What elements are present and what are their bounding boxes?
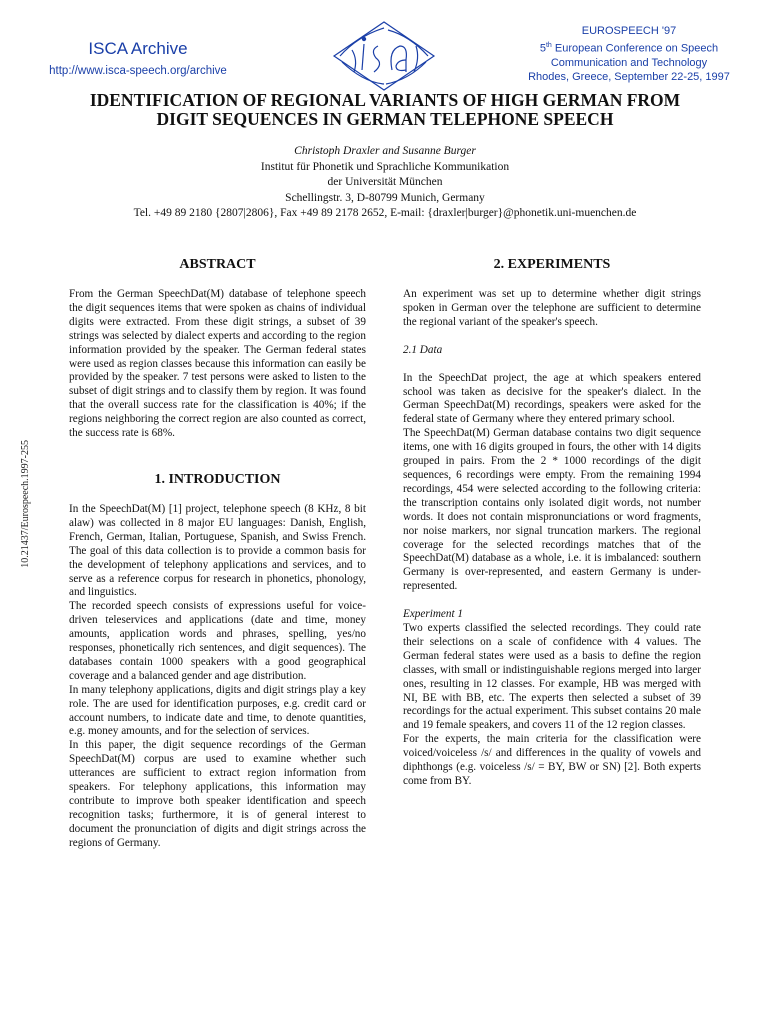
intro-paragraph: In many telephony applications, digits and digit strings play a key role. The are used for identification purposes, e.g. credit card or account numbers, to indicate date and time, to denote quantities, e.g. money amounts, and for the selection of services. (69, 683, 366, 738)
experiments-heading: 2. EXPERIMENTS (493, 257, 611, 272)
experiments-intro: An experiment was set up to determine whether digit strings spoken in German over the telephone are sufficient to determine the regional variant of the speaker's speech. (403, 288, 701, 328)
archive-url[interactable]: http://www.isca-speech.org/archive (49, 65, 227, 77)
experiment1-paragraph: Two experts classified the selected recordings. They could rate their selections on a scale of confidence with 4 values. The German federal states were used as a basis to define the region classes, with small or indistinguishable regions merged into larger ones, resulting in 12 classes. For example, HB was merged with NI, BE with BB, etc. The experts then selected a subset of 39 recordings for the actual experiment. This subset contains 20 male and 19 female speakers, and covers 11 of the 12 region classes. (403, 622, 701, 732)
author-address: Schellingstr. 3, D-80799 Munich, Germany (285, 191, 485, 204)
left-column (69, 256, 366, 851)
conference-name: EUROSPEECH '97 (581, 25, 677, 37)
experiment1-subheading: Experiment 1 (403, 608, 463, 621)
intro-paragraph: In this paper, the digit sequence recordings of the German SpeechDat(M) corpus are used to examine whether such utterances are sufficient to extract region information from speakers. For telephony applications, this information may contribute to improve both speaker identification and speech recognition tasks; furthermore, it is of general interest to document the pronunciation of digits and digit strings across the regions of Germany. (69, 739, 366, 849)
experiment1-paragraph: For the experts, the main criteria for the classification were voiced/voiceless /s/ and differences in the quality of vowels and diphthongs (e.g. voiceless /s/ = BY, BW or SN) [2]. Both experts come from BY. (403, 733, 701, 787)
right-column (403, 256, 701, 789)
conference-topic: Communication and Technology (550, 56, 708, 69)
isca-logo-icon (328, 16, 440, 92)
author-contact: Tel. +49 89 2180 {2807|2806}, Fax +49 89 2178 2652, E-mail: {draxler|burger}@phonetik.uni-muenchen.de (133, 207, 637, 219)
intro-paragraph: In the SpeechDat(M) [1] project, telephone speech (8 KHz, 8 bit alaw) was collected in 8 major EU languages: Danish, English, French, German, Italian, Portuguese, Spanish, and Swiss French. The goal of this data collection is to provide a common basis for the development of telephony applications and services, and to serve as a reference corpus for research in phonetics, phonology, and linguistics. (69, 502, 366, 599)
abstract-text: From the German SpeechDat(M) database of telephone speech the digit sequences items that were spoken as chains of individual digits were extracted. From these digit strings, a subset of 39 strings was selected by dialect experts and according to the region information provided by the speaker. The German federal states were used as region classes because this information can easily be provided by the speaker. 7 test persons were asked to listen to the subset of digit strings and to classify them by region. It was found that the overall success rate for the classification is 40%; if the regions neighboring the correct region are also counted as correct, the success rate is 68%. (69, 288, 366, 440)
data-subheading: 2.1 Data (403, 343, 443, 356)
conference-header (500, 24, 758, 85)
conference-edition: 5th European Conference on Speech (539, 41, 719, 55)
introduction-heading: 1. INTRODUCTION (154, 471, 281, 487)
paper-title: IDENTIFICATION OF REGIONAL VARIANTS OF HIGH GERMAN FROM DIGIT SEQUENCES IN GERMAN TELEPHONE SPEECH (89, 90, 681, 129)
author-institute: Institut für Phonetik und Sprachliche Kommunikation (260, 160, 510, 173)
author-names: Christoph Draxler and Susanne Burger (294, 145, 476, 157)
abstract-heading: ABSTRACT (179, 257, 256, 272)
intro-paragraph: The recorded speech consists of expressions useful for voice-driven teleservices and applications (date and time, money amounts, application words and phrases, spelling, yes/no responses, phonetically rich sentences, and digit sequences). The databases contain 1000 speakers with a good geographical coverage and a balanced gender and age distribution. (69, 600, 366, 682)
author-block (40, 144, 730, 222)
archive-header (38, 38, 238, 79)
author-university: der Universität München (327, 176, 443, 188)
data-paragraph: The SpeechDat(M) German database contains two digit sequence items, one with 16 digits grouped in fours, the other with 14 digits grouped in pairs. From the 2 * 1000 recordings of the digit sequences, 6 recordings were empty. From the remaining 1994 recordings, 454 were selected according to the following criteria: the transcription contains only isolated digit words, not number words. It does not contain mispronunciations or word fragments, nor noise markers, nor signal truncation markers. The regional coverage for the selected recordings matches that of the SpeechDat(M) database as a whole, i.e. it is imbalanced: southern Germany is over-represented, and eastern Germany is under-represented. (403, 427, 701, 593)
archive-name: ISCA Archive (88, 39, 188, 58)
data-paragraph: In the SpeechDat project, the age at which speakers entered school was taken as decisive for the speaker's dialect. In the German SpeechDat(M) recordings, speakers were asked for the federal state of Germany where they entered primary school. (403, 371, 701, 426)
conference-location: Rhodes, Greece, September 22-25, 1997 (528, 71, 730, 84)
